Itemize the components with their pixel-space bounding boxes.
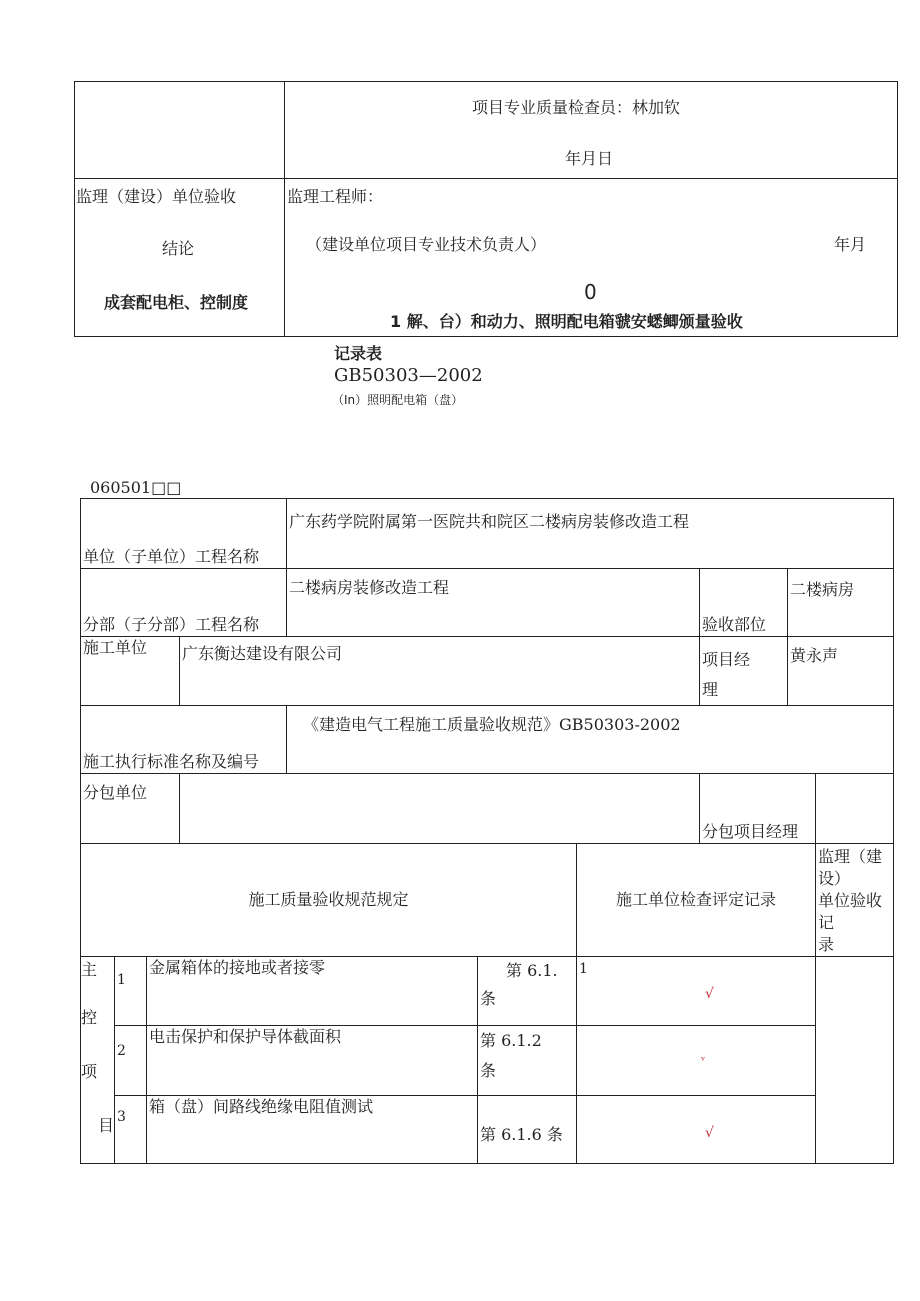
acceptance-part-value: 二楼病房 — [788, 569, 894, 637]
next-title-zero: 0 — [584, 280, 597, 304]
item-3-check-mark: √ — [705, 1124, 714, 1141]
item-2-record — [577, 1026, 816, 1095]
spec-header: 施工质量验收规范规定 — [81, 844, 577, 957]
supervision-header-3: 录 — [818, 935, 835, 954]
form-number: 060501□□ — [90, 478, 182, 497]
contractor-label: 施工单位 — [81, 637, 180, 706]
project-name-value: 广东药学院附属第一医院共和院区二楼病房装修改造工程 — [287, 499, 894, 569]
item-2-desc: 电击保护和保护导体截面积 — [147, 1026, 478, 1095]
item-2-clause-line-1: 第 6.1.2 — [480, 1031, 542, 1051]
item-1-record-number: 1 — [579, 961, 588, 977]
item-3-no: 3 — [115, 1095, 147, 1163]
item-1-clause-line-2: 条 — [480, 989, 497, 1008]
item-1-record — [577, 957, 816, 1026]
division-value: 二楼病房装修改造工程 — [287, 569, 700, 637]
supervision-record-cell — [816, 957, 894, 1164]
date-label: 年月日 — [565, 149, 614, 168]
contractor-record-header: 施工单位检查评定记录 — [577, 844, 816, 957]
project-name-label: 单位（子单位）工程名称 — [81, 499, 287, 569]
standard-label: 施工执行标准名称及编号 — [81, 706, 287, 774]
next-title-left: 成套配电柜、控制度 — [104, 293, 249, 312]
supervision-header-1: 监理（建设） — [818, 847, 883, 888]
project-manager-label-2: 理 — [702, 680, 719, 699]
item-2-clause-line-2: 条 — [480, 1061, 497, 1081]
division-label: 分部（子分部）工程名称 — [81, 569, 287, 637]
acceptance-part-label: 验收部位 — [700, 569, 788, 637]
contractor-value: 广东衡达建设有限公司 — [180, 637, 700, 706]
main-control-char-4: 目 — [98, 1116, 115, 1135]
form-subtitle: （In）照明配电箱（盘） — [332, 393, 464, 407]
supervision-header-2: 单位验收记 — [818, 891, 883, 932]
item-1-clause-line-1: 第 6.1. — [506, 961, 558, 980]
sub-pm-value — [816, 774, 894, 844]
project-manager-value: 黄永声 — [788, 637, 894, 706]
sub-pm-label: 分包项目经理 — [700, 774, 816, 844]
main-control-items-label — [81, 957, 115, 1164]
inspector-label: 项目专业质量检查员：林加钦 — [472, 98, 681, 117]
item-2-check-mark: ᵛ — [701, 1054, 706, 1068]
item-3-record — [577, 1095, 816, 1163]
item-1-desc: 金属箱体的接地或者接零 — [147, 957, 478, 1026]
record-title: 记录表 — [334, 344, 383, 363]
engineer-label: 监理工程师： — [287, 187, 384, 206]
next-title-right: 1 解、台）和动力、照明配电箱虢安蟋鲫颁量验收 — [390, 312, 743, 331]
supervision-label: 监理（建设）单位验收 — [76, 187, 237, 206]
item-1-clause — [478, 957, 577, 1026]
item-2-clause — [478, 1026, 577, 1095]
item-2-no: 2 — [115, 1026, 147, 1095]
main-control-char-2: 控 — [81, 1008, 98, 1027]
item-3-clause — [478, 1095, 577, 1163]
item-1-check-mark: √ — [705, 986, 714, 1002]
project-manager-label — [700, 637, 788, 706]
standard-code: GB50303—2002 — [334, 365, 483, 386]
item-3-desc: 箱（盘）间路线绝缘电阻值测试 — [147, 1095, 478, 1163]
date-label-2: 年月 — [834, 235, 867, 254]
project-manager-label-1: 项目经 — [702, 650, 751, 669]
main-control-char-3: 项 — [81, 1062, 98, 1081]
owner-tech-label: （建设单位项目专业技术负责人） — [306, 235, 547, 254]
conclusion-label: 结论 — [162, 239, 195, 258]
item-1-no: 1 — [115, 957, 147, 1026]
subcontractor-value — [180, 774, 700, 844]
item-3-clause-line-2: 第 6.1.6 条 — [480, 1124, 563, 1144]
subcontractor-label: 分包单位 — [81, 774, 180, 844]
supervision-header — [816, 844, 894, 957]
acceptance-form-table — [80, 498, 894, 1164]
standard-value: 《建造电气工程施工质量验收规范》GB50303-2002 — [287, 706, 894, 774]
main-control-char-1: 主 — [81, 960, 98, 979]
